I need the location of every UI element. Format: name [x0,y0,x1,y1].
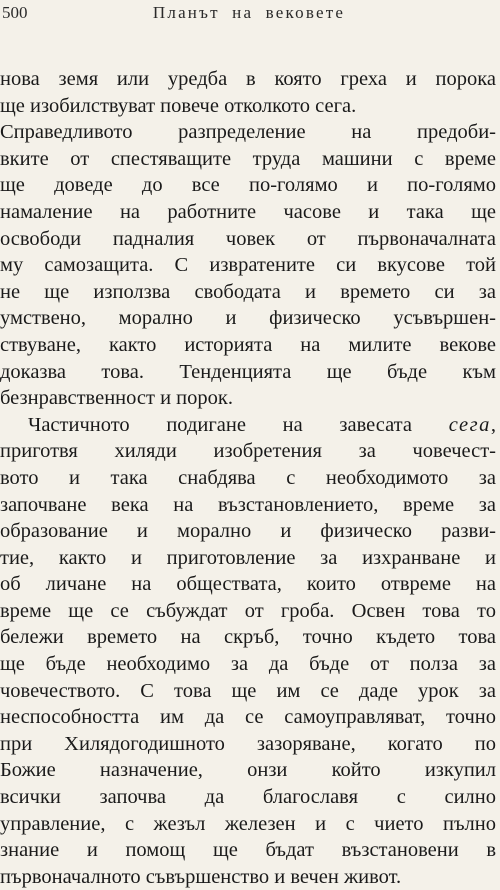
text-line: нова земя или уредба в която греха и порока [0,68,496,90]
text-line: време ще се събуждат от гроба. Освен това то [0,599,496,622]
paragraph-continuation [0,66,496,412]
running-title: Планът на вековете [152,3,346,22]
text-line: об личане на обществата, които отвреме на [0,573,496,596]
page-number: 500 [2,3,28,22]
page-header [2,2,496,26]
text-line: неспособността им да се самоуправляват, точно [0,706,496,729]
text-line: вките от спестяващите труда машини с време [0,147,496,170]
text-line: при Хилядогодишното зазоряване, когато по [0,732,496,755]
paragraph-main [0,412,496,890]
text-line: му самозащита. С извратените си вкусове той [0,254,496,277]
text-line: Божие назначение, онзи който изкупил [0,759,496,782]
text-line: ще доведе до все по-голямо и по-голямо [0,174,496,197]
text-line: първоначалното съвършенство и вечен живот. [0,865,402,888]
text-line: знание и помощ ще бъдат възстановени в [0,839,496,862]
text-run: Частичното подигане на завесата [28,413,449,436]
text-line: умствено, морално и физическо усъвършен- [0,307,496,330]
text-line: бележи времето на скръб, точно където това [0,626,496,649]
text-line: приготвя хиляди изобретения за човечест- [0,440,496,463]
text-line: вото и така снабдява с необходимото за [0,466,496,489]
text-line: образование и морално и физическо разви- [0,520,496,543]
text-line: започване века на възстановлението, време за [0,493,496,516]
text-line: управление, с жезъл железен и с чието пълно [0,812,496,835]
text-line: ще изобилствуват повече отколкото сега. [0,94,357,117]
text-line: не ще използва свободата и времето си за [0,280,496,303]
text-line: намаление на работните часове и така ще [0,200,496,223]
text-line: освободи падналия човек от първоначалната [0,227,496,250]
text-line: доказва това. Тенденцията ще бъде към [0,360,496,383]
text-line: тие, както и приготовление за изхранване и [0,546,496,569]
body-text [0,66,496,890]
text-line: Справедливото разпределение на предоби- [0,121,496,144]
emphasized-word: сега [448,413,491,436]
text-line: всички започва да благославя с силно [0,786,496,809]
text-line-first [0,412,496,439]
text-line: ще бъде необходимо за да бъде от полза за [0,653,496,676]
text-line: човечеството. С това ще им се даде урок за [0,679,496,702]
text-line: ствуване, както историята на милите векове [0,333,496,356]
text-line: безнравственност и порок. [0,387,233,410]
text-run: , [490,413,496,436]
